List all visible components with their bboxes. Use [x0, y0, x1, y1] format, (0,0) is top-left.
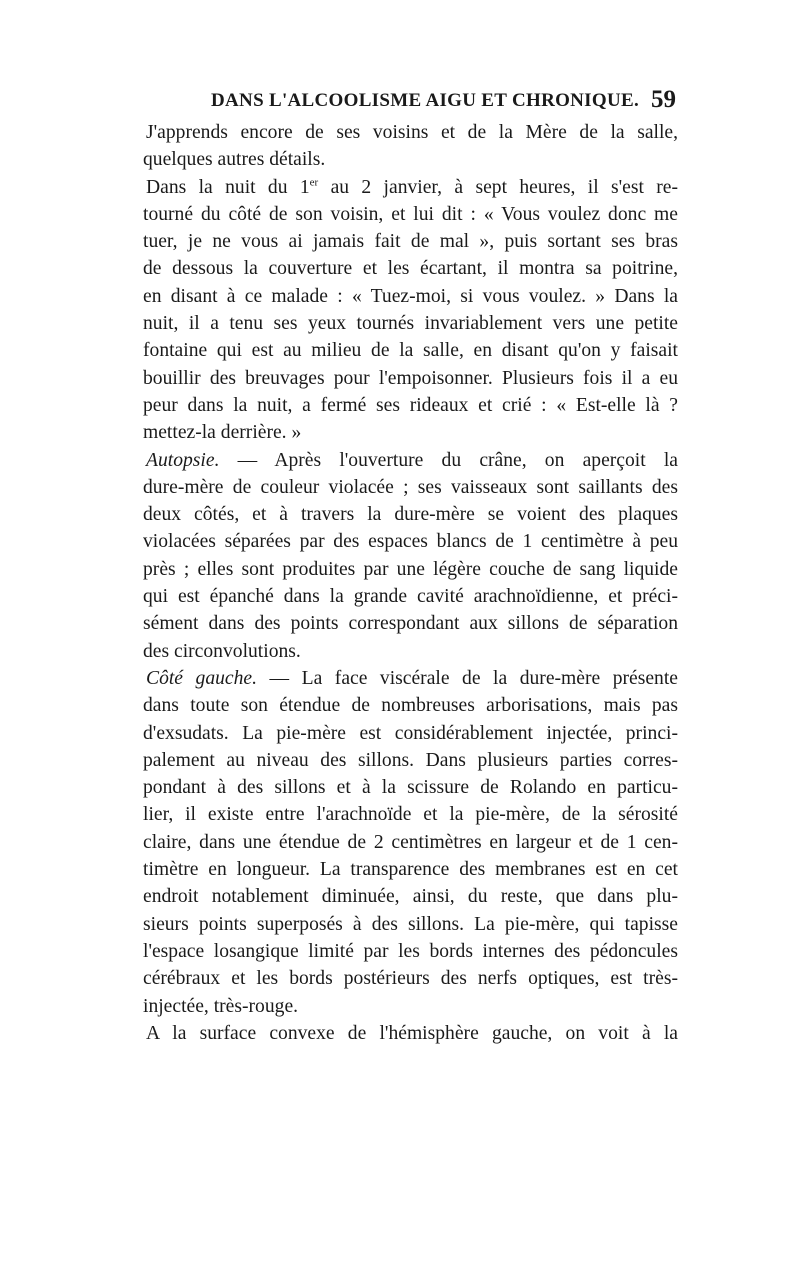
text-line — [143, 801, 678, 828]
line-text: mettez-la derrière. » — [143, 422, 302, 444]
line-text: endroit notablement diminuée, ainsi, du reste, que dans plu- — [143, 886, 678, 908]
line-text: palement au niveau des sillons. Dans plusieurs parties corres- — [143, 749, 678, 771]
text-line — [143, 201, 678, 228]
text-line — [143, 1020, 678, 1047]
line-text: deux côtés, et à travers la dure-mère se voient des plaques — [143, 504, 678, 526]
line-text: au 2 janvier, à sept heures, il s'est re- — [318, 176, 678, 198]
line-text: bouillir des breuvages pour l'empoisonner. Plusieurs fois il a eu — [143, 367, 678, 389]
line-text: de dessous la couverture et les écartant, il montra sa poitrine, — [143, 258, 678, 280]
line-text: claire, dans une étendue de 2 centimètres en largeur et de 1 cen- — [143, 831, 678, 853]
text-line — [143, 146, 678, 173]
line-text: dure-mère de couleur violacée ; ses vaisseaux sont saillants des — [143, 476, 678, 498]
text-line — [143, 228, 678, 255]
line-text: A la surface convexe de l'hémisphère gauche, on voit à la — [146, 1022, 678, 1044]
line-text: qui est épanché dans la grande cavité arachnoïdienne, et préci- — [143, 586, 678, 608]
line-text: Dans la nuit du 1 — [146, 176, 310, 198]
line-text: tuer, je ne vous ai jamais fait de mal », puis sortant ses bras — [143, 231, 678, 253]
line-text: sieurs points superposés à des sillons. La pie-mère, qui tapisse — [143, 913, 678, 935]
line-text: d'exsudats. La pie-mère est considérablement injectée, princi- — [143, 722, 678, 744]
line-text: fontaine qui est au milieu de la salle, en disant qu'on y faisait — [143, 340, 678, 362]
superscript: er — [309, 176, 319, 189]
line-text: pondant à des sillons et à la scissure de Rolando en particu- — [143, 777, 678, 799]
body-text — [143, 119, 678, 1047]
line-text: l'espace losangique limité par les bords internes des pédoncules — [143, 940, 678, 962]
text-line — [143, 556, 678, 583]
text-line — [143, 774, 678, 801]
text-line — [143, 938, 678, 965]
text-line — [143, 993, 678, 1020]
line-text: près ; elles sont produites par une légère couche de sang liquide — [143, 558, 678, 580]
text-line — [143, 337, 678, 364]
text-line — [143, 883, 678, 910]
text-line — [143, 610, 678, 637]
running-header — [143, 86, 678, 120]
text-line — [143, 392, 678, 419]
text-line — [143, 911, 678, 938]
text-line — [143, 419, 678, 446]
line-text: injectée, très-rouge. — [143, 995, 299, 1017]
text-line — [143, 174, 678, 201]
text-line — [143, 474, 678, 501]
line-text: dans toute son étendue de nombreuses arborisations, mais pas — [143, 695, 678, 717]
text-line — [143, 310, 678, 337]
text-line — [143, 283, 678, 310]
italic-heading: Côté gauche. — [146, 667, 257, 689]
text-line — [143, 119, 678, 146]
line-text: — La face viscérale de la dure-mère présente — [257, 667, 678, 689]
line-text: J'apprends encore de ses voisins et de la Mère de la salle, — [146, 122, 678, 143]
line-text: violacées séparées par des espaces blancs de 1 centimètre à peu — [143, 531, 678, 553]
text-line — [143, 447, 678, 474]
text-line — [143, 255, 678, 282]
running-title: DANS L'ALCOOLISME AIGU ET CHRONIQUE. — [211, 90, 640, 111]
line-text: sément dans des points correspondant aux sillons de séparation — [143, 613, 678, 635]
line-text: quelques autres détails. — [143, 149, 326, 171]
line-text: cérébraux et les bords postérieurs des nerfs optiques, est très- — [143, 968, 678, 990]
line-text: lier, il existe entre l'arachnoïde et la pie-mère, de la sérosité — [143, 804, 678, 826]
line-text: peur dans la nuit, a fermé ses rideaux et crié : « Est-elle là ? — [143, 394, 678, 416]
italic-heading: Autopsie. — [146, 449, 220, 471]
text-line — [143, 638, 678, 665]
text-line — [143, 965, 678, 992]
text-line — [143, 365, 678, 392]
line-text: nuit, il a tenu ses yeux tournés invariablement vers une petite — [143, 313, 678, 335]
line-text: — Après l'ouverture du crâne, on aperçoit la — [219, 449, 678, 471]
text-line — [143, 528, 678, 555]
text-line — [143, 501, 678, 528]
line-text: en disant à ce malade : « Tuez-moi, si vous voulez. » Dans la — [143, 285, 678, 307]
line-text: tourné du côté de son voisin, et lui dit : « Vous voulez donc me — [143, 203, 678, 225]
page-number: 59 — [651, 86, 676, 113]
text-line — [143, 829, 678, 856]
text-line — [143, 720, 678, 747]
text-line — [143, 665, 678, 692]
text-line — [143, 583, 678, 610]
text-line — [143, 747, 678, 774]
line-text: des circonvolutions. — [143, 640, 301, 662]
text-line — [143, 856, 678, 883]
line-text: timètre en longueur. La transparence des membranes est en cet — [143, 859, 678, 881]
text-line — [143, 692, 678, 719]
